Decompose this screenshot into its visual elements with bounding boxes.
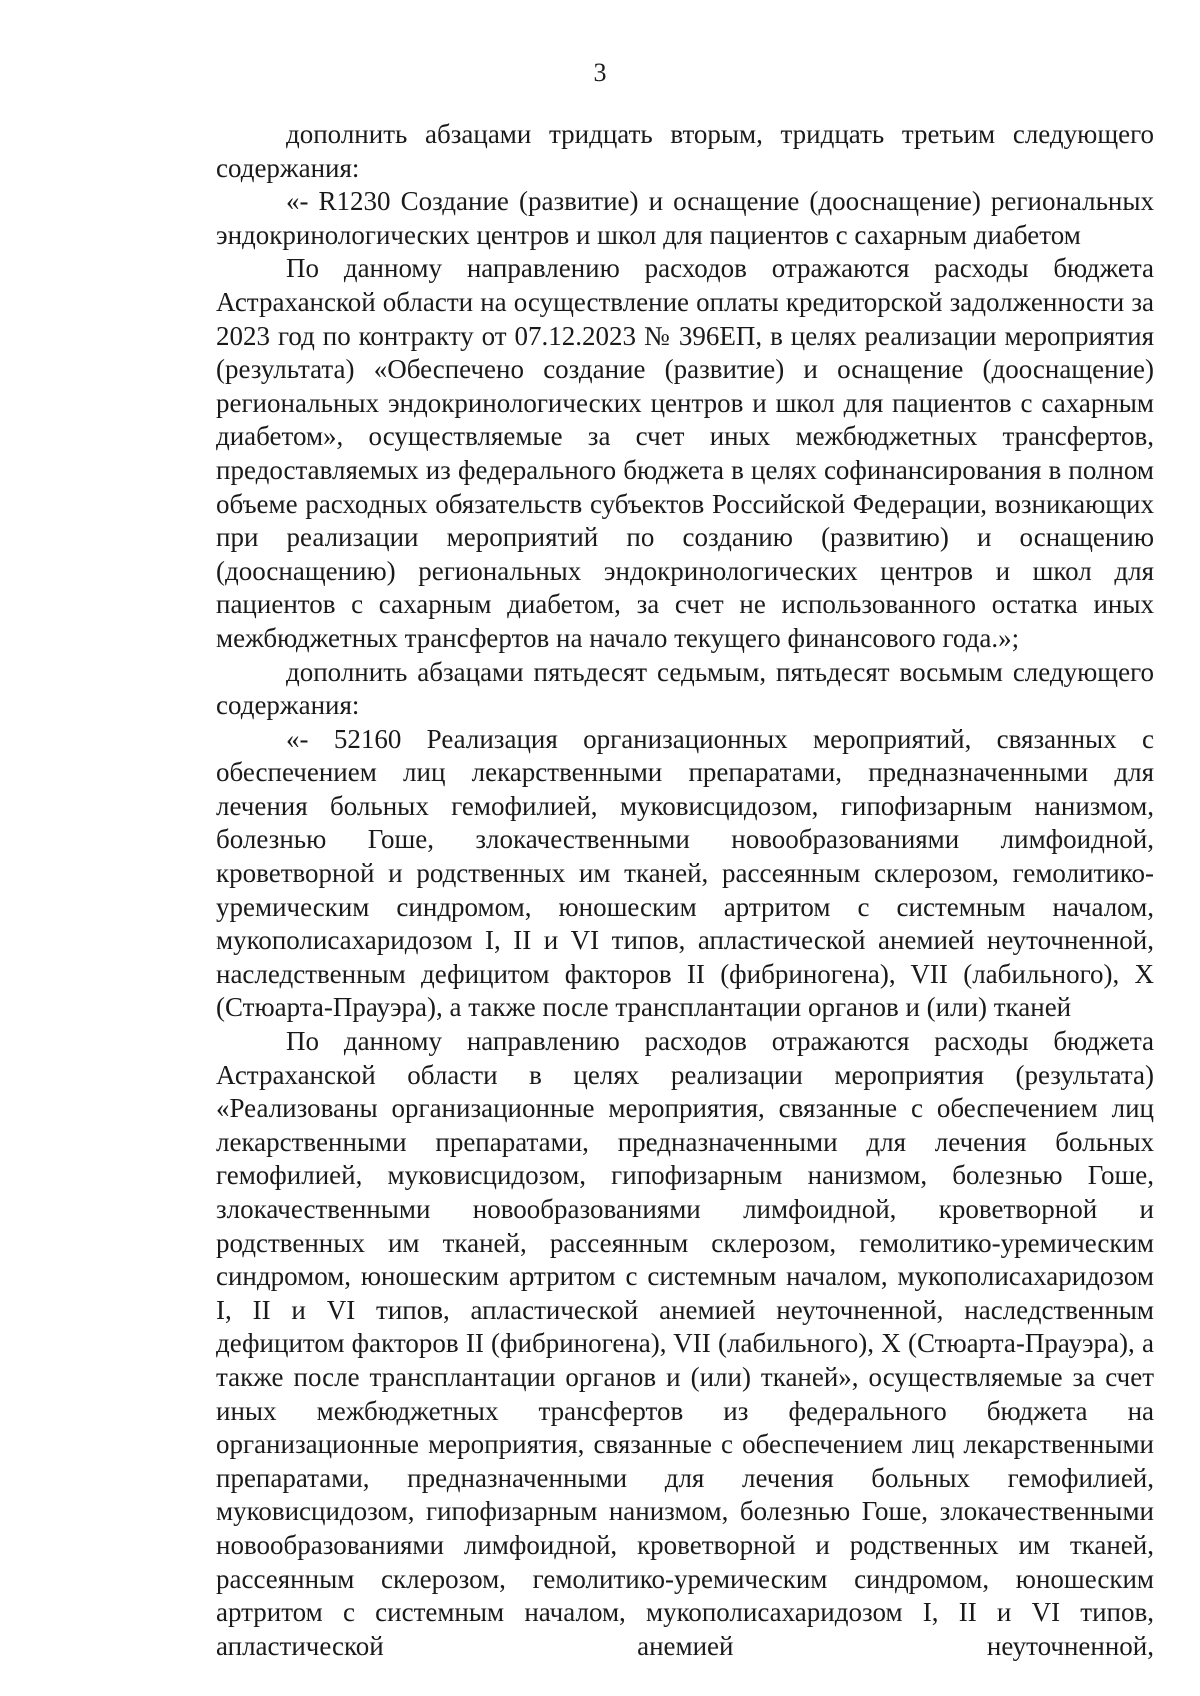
paragraph-r1230-description: По данному направлению расходов отражаются расходы бюджета Астраханской области на осуществление оплаты кредиторской задолженности за 2023 год по контракту от 07.12.2023 № 396ЕП, в целях реализации мероприятия (результата) «Обеспечено создание (развитие) и оснащение (дооснащение) региональных эндокринологических центров и школ для пациентов с сахарным диабетом», осуществляемые за счет иных межбюджетных трансфертов, предоставляемых из федерального бюджета в целях софинансирования в полном объеме расходных обязательств субъектов Российской Федерации, возникающих при реализации мероприятий по созданию (развитию) и оснащению (дооснащению) региональных эндокринологических центров и школ для пациентов с сахарным диабетом, за счет не использованного остатка иных межбюджетных трансфертов на начало текущего финансового года.»; <box>216 253 1154 653</box>
page-number: 3 <box>593 58 607 87</box>
document-body <box>216 118 1154 1663</box>
paragraph-52160-title: «- 52160 Реализация организационных мероприятий, связанных с обеспечением лиц лекарственными препаратами, предназначенными для лечения больных гемофилией, муковисцидозом, гипофизарным нанизмом, болезнью Гоше, злокачественными новообразованиями лимфоидной, кроветворной и родственных им тканей, рассеянным склерозом, гемолитико-уремическим синдромом, юношеским артритом с системным началом, мукополисахаридозом I, II и VI типов, апластической анемией неуточненной, наследственным дефицитом факторов II (фибриногена), VII (лабильного), X (Стюарта-Прауэра), а также после трансплантации органов и (или) тканей <box>216 723 1154 1023</box>
paragraph-intro-57-58: дополнить абзацами пятьдесят седьмым, пятьдесят восьмым следующего содержания: <box>216 656 1154 721</box>
paragraph-52160-description: По данному направлению расходов отражаются расходы бюджета Астраханской области в целях реализации мероприятия (результата) «Реализованы организационные мероприятия, связанные с обеспечением лиц лекарственными препаратами, предназначенными для лечения больных гемофилией, муковисцидозом, гипофизарным нанизмом, болезнью Гоше, злокачественными новообразованиями лимфоидной, кроветворной и родственных им тканей, рассеянным склерозом, гемолитико-уремическим синдромом, юношеским артритом с системным началом, мукополисахаридозом I, II и VI типов, апластической анемией неуточненной, наследственным дефицитом факторов II (фибриногена), VII (лабильного), X (Стюарта-Прауэра), а также после трансплантации органов и (или) тканей», осуществляемые за счет иных межбюджетных трансфертов из федерального бюджета на организационные мероприятия, связанные с обеспечением лиц лекарственными препаратами, предназначенными для лечения больных гемофилией, муковисцидозом, гипофизарным нанизмом, болезнью Гоше, злокачественными новообразованиями лимфоидной, кроветворной и родственных им тканей, рассеянным склерозом, гемолитико-уремическим синдромом, юношеским артритом с системным началом, мукополисахаридозом I, II и VI типов, апластической анемией неуточненной, <box>216 1026 1154 1661</box>
paragraph-r1230-title: «- R1230 Создание (развитие) и оснащение (дооснащение) региональных эндокринологических центров и школ для пациентов с сахарным диабетом <box>216 186 1154 250</box>
paragraph-intro-32-33: дополнить абзацами тридцать вторым, тридцать третьим следующего содержания: <box>216 119 1154 183</box>
